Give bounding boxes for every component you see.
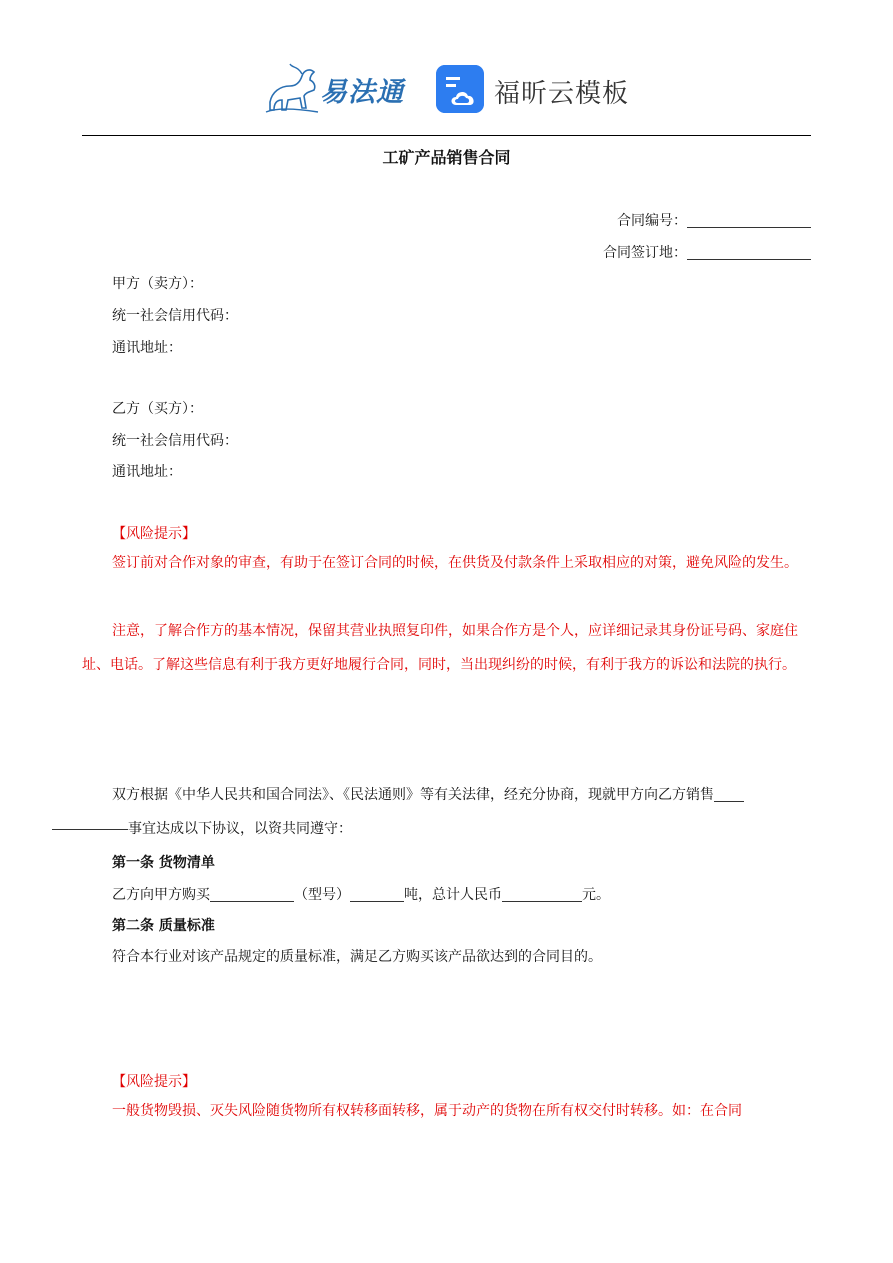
party-b-code-label: 统一社会信用代码： (112, 433, 238, 449)
yifatong-logo (262, 62, 412, 118)
risk-heading-1: 【风险提示】 (112, 526, 196, 542)
contract-number-blank[interactable] (687, 213, 811, 228)
tonnage-blank[interactable] (350, 887, 404, 902)
cloud-document-icon (436, 65, 484, 113)
signing-place-blank[interactable] (687, 245, 811, 260)
article-1-text-4: 元。 (582, 887, 610, 903)
risk-paragraph-2: 注意，了解合作方的基本情况，保留其营业执照复印件，如果合作方是个人，应详细记录其身份证号码、家庭住址、电话。了解这些信息有利于我方更好地履行合同，同时，当出现纠纷的时候，有利于我方的诉讼和法院的执行。 (82, 623, 798, 673)
party-b-address-label: 通讯地址： (112, 464, 182, 480)
document-title: 工矿产品销售合同 (382, 148, 511, 167)
article-2-heading: 第二条 质量标准 (112, 918, 215, 934)
logo-right-text: 福昕云模板 (494, 79, 630, 109)
party-a-address-label: 通讯地址： (112, 340, 182, 356)
logo-left-text: 易法通 (320, 77, 404, 108)
risk-paragraph-3: 一般货物毁损、灭失风险随货物所有权转移面转移，属于动产的货物在所有权交付时转移。如：在合同 (112, 1103, 742, 1119)
contract-number-line (617, 210, 811, 230)
intro-paragraph (82, 778, 812, 846)
goods-blank[interactable] (210, 887, 294, 902)
article-1-text-3: 吨，总计人民币 (404, 887, 502, 903)
article-1-body (112, 884, 610, 904)
product-blank-continued[interactable] (52, 815, 128, 830)
header-divider (82, 135, 811, 136)
intro-part-2: 事宜达成以下协议，以资共同遵守： (128, 821, 352, 837)
article-1-text-2: （型号） (294, 887, 350, 903)
party-a-code-label: 统一社会信用代码： (112, 308, 238, 324)
horse-logo-icon (262, 62, 322, 118)
signing-place-line (603, 242, 811, 262)
product-blank[interactable] (714, 787, 744, 802)
contract-number-label: 合同编号： (617, 213, 687, 229)
amount-blank[interactable] (502, 887, 582, 902)
risk-paragraph-1: 签订前对合作对象的审查，有助于在签订合同的时候，在供货及付款条件上采取相应的对策，避免风险的发生。 (112, 555, 798, 571)
signing-place-label: 合同签订地： (603, 245, 687, 261)
intro-part-1: 双方根据《中华人民共和国合同法》、《民法通则》等有关法律，经充分协商，现就甲方向乙方销售 (112, 787, 714, 803)
party-b-name-label: 乙方（买方）： (112, 401, 203, 417)
article-1-heading: 第一条 货物清单 (112, 855, 215, 871)
article-2-body: 符合本行业对该产品规定的质量标准，满足乙方购买该产品欲达到的合同目的。 (112, 949, 602, 965)
article-1-text-1: 乙方向甲方购买 (112, 887, 210, 903)
fuxin-logo (436, 65, 636, 117)
header-logos (0, 58, 893, 122)
party-a-name-label: 甲方（卖方）： (112, 276, 203, 292)
risk-heading-2: 【风险提示】 (112, 1074, 196, 1090)
